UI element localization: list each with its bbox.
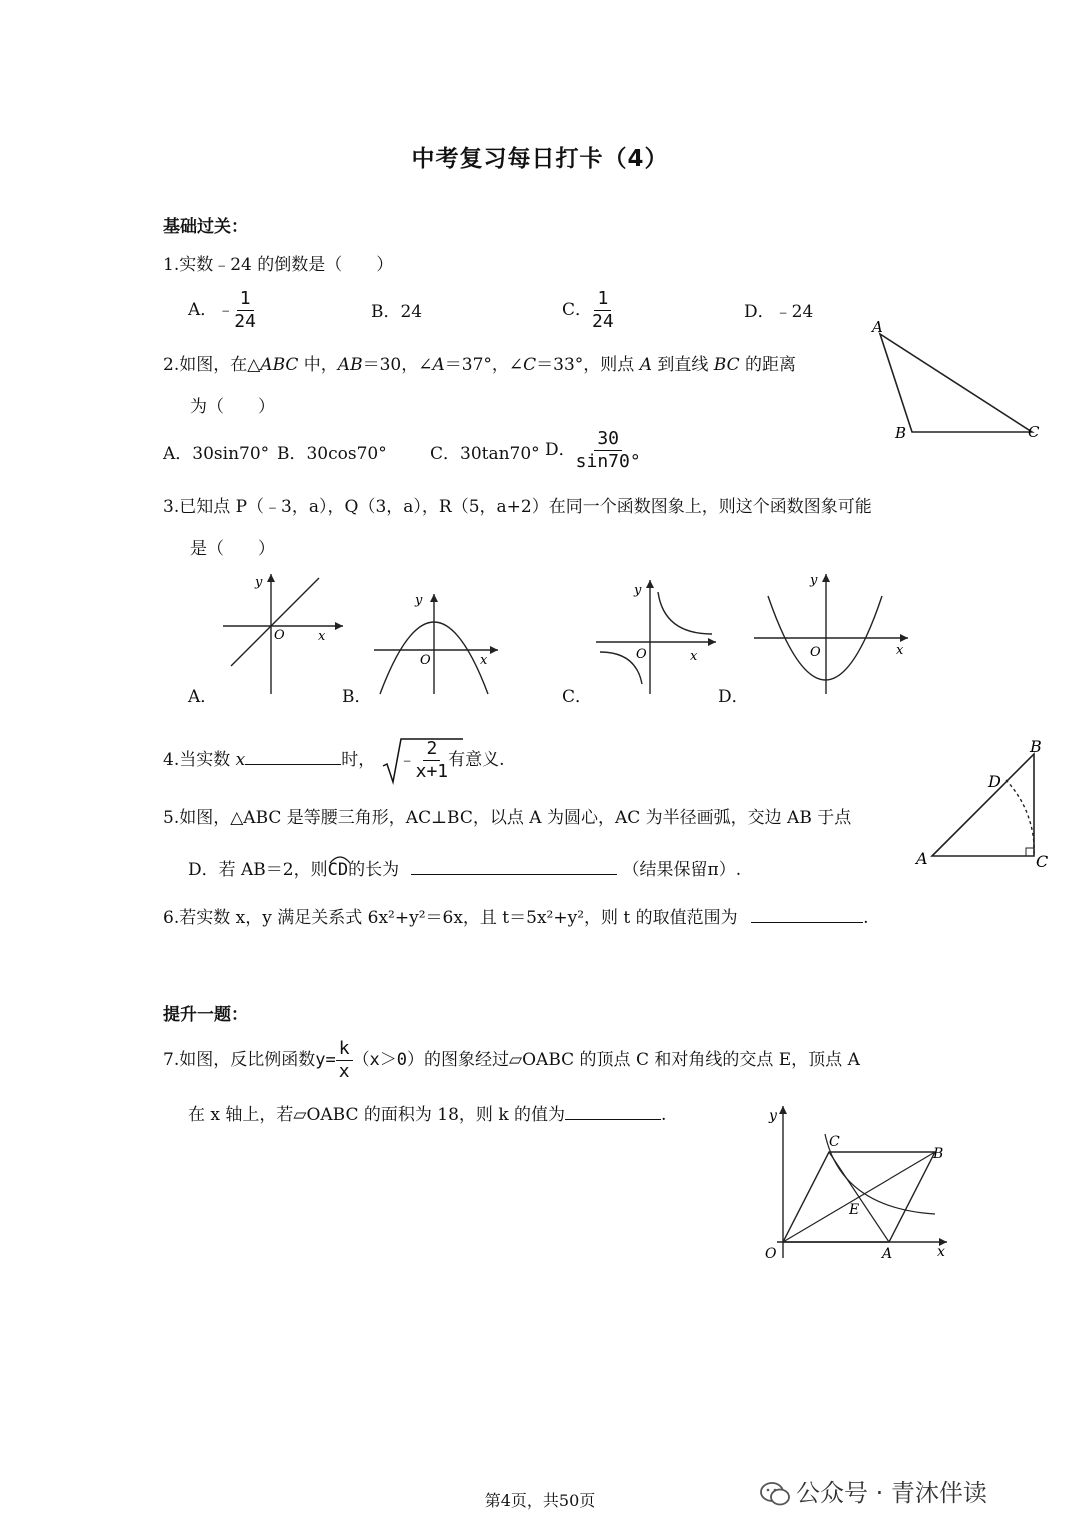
y-axis-arrow [267,574,275,582]
x-axis-arrow [900,634,908,642]
hyperbola-curve [825,1134,935,1214]
question-6-stem [163,903,868,928]
triangle-abc [932,754,1034,856]
label-y: y [769,1108,777,1124]
q2-var: A [639,355,652,375]
q2-option-d-label: D． [545,440,576,460]
y-axis-arrow [430,594,438,602]
q2-triangle-figure [860,312,1060,447]
section-heading-basic: 基础过关： [163,217,248,237]
label-a: A [882,1246,893,1262]
q4-radical [381,738,449,783]
axis-x-label: x [480,653,488,668]
fraction-denominator: sin70° [575,451,641,472]
question-1-stem: 1.实数﹣24 的倒数是（ ） [163,255,394,275]
axis-x-label: x [318,629,326,644]
q4-text: 时， [341,750,376,770]
q1-option-c-label: C． [562,300,593,320]
y-axis-arrow [822,574,830,582]
q7-text: . [661,1105,667,1125]
fraction-denominator: 24 [592,311,614,332]
label-c: C [829,1134,840,1150]
q2-option-d-fraction [576,428,641,473]
q2-option-d [545,428,641,473]
label-e: E [849,1202,860,1218]
label-d: D [988,772,1001,791]
q1-option-a [188,288,256,333]
question-5-line2 [188,855,741,880]
origin-label: O [636,647,647,662]
q5-text: D．若 AB＝2，则 [188,860,328,880]
axis-y-label: y [634,583,642,598]
x-axis-arrow [335,622,343,630]
q5-triangle-figure [910,730,1060,875]
q6-text: 6.若实数 x，y 满足关系式 6x²+y²＝6x，且 t＝5x²+y²，则 t 的取值范围为 [163,908,738,928]
arc-cd [1006,780,1034,856]
question-3-line2: 是（ ） [190,539,275,559]
q3-option-b: B． [342,687,372,707]
fraction-denominator: x+1 [415,761,449,782]
wechat-icon [760,1482,790,1506]
page-number: 第4页，共50页 [484,1491,596,1510]
line-graph [231,578,319,666]
fraction-numerator: k [336,1038,353,1061]
q3-option-d: D． [718,687,749,707]
q2-var: BC [713,355,740,375]
q1-option-d: D．﹣24 [744,302,814,322]
q7-func-fraction [336,1038,353,1083]
q4-text: 4.当实数 [163,750,236,770]
q7-condition: （x＞0） [352,1050,425,1070]
q4-sign: ﹣ [398,750,416,770]
label-b: B [895,424,907,442]
q7-func-y: y= [315,1050,336,1070]
label-c: C [1036,852,1049,871]
q3-option-c: C． [562,687,593,707]
y-axis-arrow [646,580,654,588]
q3-graph-d [750,570,912,696]
axis-y-label: y [415,593,423,608]
question-5-stem: 5.如图，△ABC 是等腰三角形，AC⊥BC，以点 A 为圆心，AC 为半径画弧，交边 AB 于点 [163,808,852,828]
label-x: x [937,1244,945,1260]
origin-label: O [420,653,431,668]
label-o: O [765,1246,777,1262]
x-axis-arrow [490,646,498,654]
q2-option-c: C．30tan70° [430,444,540,464]
q3-option-a: A． [188,687,218,707]
q1-option-a-label: A． [188,300,218,320]
q7-text: 7.如图，反比例函数 [163,1050,316,1070]
fraction-numerator: 1 [237,288,254,311]
arc-mark-icon [328,854,352,864]
watermark [760,1473,987,1508]
origin-label: O [810,645,821,660]
question-7-line2 [188,1100,666,1125]
hyperbola-branch-1 [658,592,712,634]
q1-option-b: B．24 [371,302,423,322]
section-heading-advanced: 提升一题： [163,1005,248,1025]
q2-var: C [523,355,537,375]
q5-text: （结果保留π）. [622,860,742,880]
label-b: B [933,1146,944,1162]
question-3-stem: 3.已知点 P（﹣3，a），Q（3，a），R（5，a+2）在同一个函数图象上，则这个函数图象可能 [163,497,872,517]
q3-graph-a [215,568,345,696]
q2-text: 的距离 [739,355,797,375]
question-2-stem [163,350,796,375]
q2-var: AB [337,355,363,375]
label-b: B [1030,737,1042,756]
axis-x-label: x [690,649,698,664]
x-axis-arrow [708,638,716,646]
right-angle-mark [1026,848,1034,856]
origin-label: O [274,628,285,643]
q4-text: 有意义. [448,750,505,770]
q2-text: 到直线 [651,355,714,375]
label-a: A [872,318,883,336]
fraction-numerator: 2 [423,738,440,761]
q4-var: x [235,750,246,770]
q6-text: . [863,908,869,928]
q7-answer-blank [565,1119,661,1120]
q7-parallelogram-figure [755,1098,955,1268]
q5-answer-blank [411,874,617,875]
q1-option-a-fraction [234,288,256,333]
axis-x-label: x [896,643,904,658]
q2-text: ＝30，∠ [362,355,433,375]
q1-option-a-sign: ﹣ [217,300,235,320]
label-c: C [1028,423,1040,441]
q2-var: ABC [260,355,299,375]
q6-answer-blank [751,922,863,923]
q2-text: 中， [298,355,338,375]
q3-graph-b [370,590,500,696]
q2-text: ＝37°，∠ [444,355,524,375]
q2-option-b: B．30cos70° [277,444,387,464]
q2-option-a: A．30sin70° [163,444,270,464]
page-title: 中考复习每日打卡（4） [411,146,669,172]
diagonal-ca [829,1152,889,1242]
q4-answer-blank [245,764,341,765]
axis-y-label: y [810,573,818,588]
q1-option-c-fraction [592,288,614,333]
q2-text: ＝33°，则点 [536,355,640,375]
arc-label: CD [327,860,349,880]
q3-graph-c [590,576,720,696]
triangle-abc [880,334,1032,432]
q7-text: 在 x 轴上，若▱OABC 的面积为 18，则 k 的值为 [188,1105,566,1125]
q2-text: 2.如图，在△ [163,355,261,375]
q2-var: A [432,355,445,375]
y-axis-arrow [779,1106,787,1114]
q1-option-c [562,288,614,333]
fraction-numerator: 1 [594,288,611,311]
fraction-numerator: 30 [594,428,622,451]
question-2-line2: 为（ ） [190,397,275,417]
radical-sign-icon [381,736,465,786]
question-7-stem [163,1038,860,1083]
fraction-denominator: 24 [234,311,256,332]
q7-text: 的图象经过▱OABC 的顶点 C 和对角线的交点 E，顶点 A [424,1050,860,1070]
watermark-text: 公众号 · 青沐伴读 [796,1479,987,1507]
axis-y-label: y [255,575,263,590]
question-4-stem [163,738,505,783]
fraction-denominator: x [338,1061,350,1082]
q5-arc-cd [328,860,348,880]
label-a: A [916,849,928,868]
q5-text: 的长为 [348,860,400,880]
